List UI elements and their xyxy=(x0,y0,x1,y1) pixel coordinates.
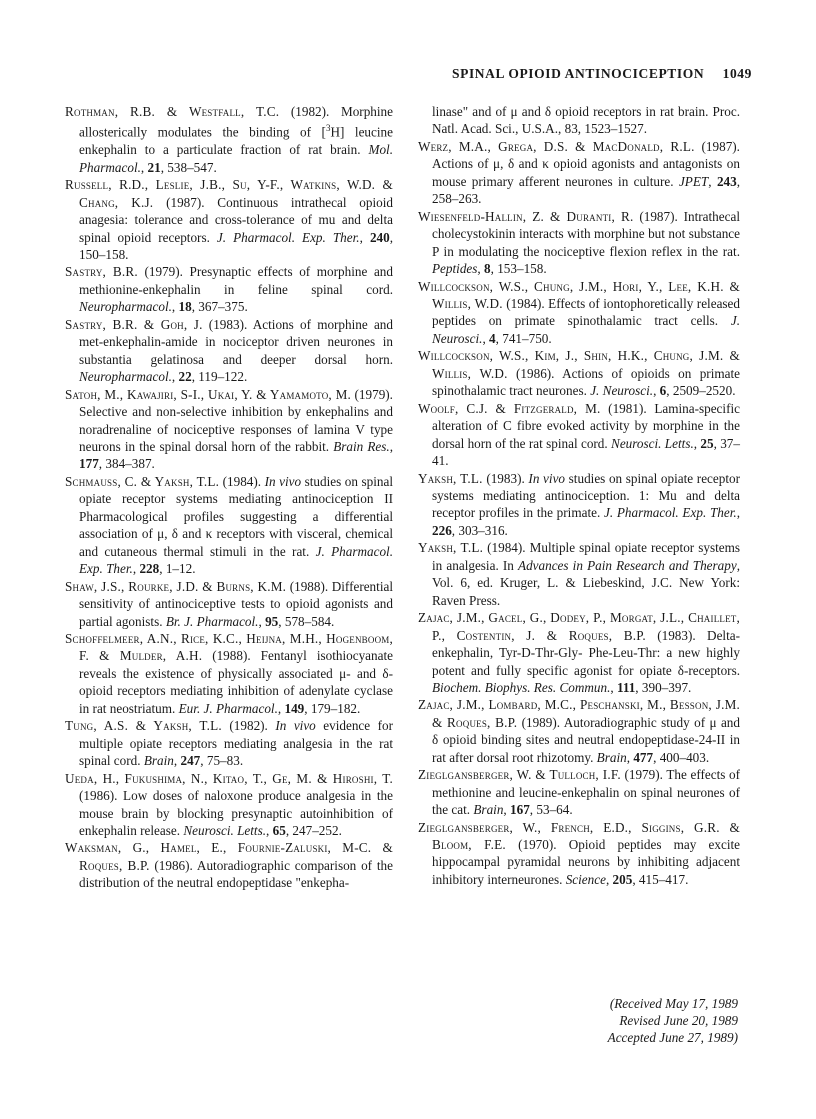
ref-text: (1983). Actions of morphine and met-enkephalin-amide in nociceptor driven neurones in substantia gelatinosa and deeper dorsal horn. xyxy=(79,316,393,367)
ref-text: (1982). Morphine allosterically modulates the binding of [ xyxy=(79,104,393,140)
ref-authors: Zajac, J.M., Gacel, G., Dodey, P., Morgat, J.L., Chaillet, P., Costentin, J. & Roques, B.P. xyxy=(418,610,740,643)
ref-journal: J. Neurosci. xyxy=(590,383,654,399)
reference-entry xyxy=(418,609,740,696)
ref-pages: , 578–584. xyxy=(278,613,335,629)
ref-volume: 149 xyxy=(284,700,305,716)
ref-text: linase" and of μ and δ opioid receptors in rat brain. xyxy=(432,104,713,119)
ref-text: studies on spinal opiate receptor systems mediating antinociception. 1: Mu and delta receptor profiles in the primate. xyxy=(432,470,740,521)
ref-journal: J. Pharmacol. Exp. Ther. xyxy=(216,229,360,245)
ref-separator: , xyxy=(258,613,266,629)
revised-date: Revised June 20, 1989 xyxy=(619,1013,738,1028)
ref-separator: , xyxy=(266,822,273,838)
running-head: SPINAL OPIOID ANTINOCICEPTION xyxy=(452,66,705,81)
ref-authors: Sastry, B.R. & Goh, J. xyxy=(65,316,203,332)
ref-authors: Zieglgansberger, W. & Tulloch, I.F. xyxy=(418,767,621,783)
ref-superscript: 3 xyxy=(325,123,331,134)
ref-authors: Yaksh, T.L. xyxy=(418,540,484,556)
article-dates xyxy=(560,995,738,1046)
reference-entry xyxy=(65,473,393,578)
ref-journal: J. Pharmacol. Exp. Ther. xyxy=(79,543,393,577)
reference-entry xyxy=(65,770,393,840)
ref-pages: , 1523–1527. xyxy=(577,121,648,137)
ref-pages: , 153–158. xyxy=(490,261,547,277)
ref-separator: , xyxy=(708,173,717,189)
reference-continuation xyxy=(418,103,740,138)
ref-authors: Werz, M.A., Grega, D.S. & MacDonald, R.L. xyxy=(418,138,695,154)
ref-pages: , 150–158. xyxy=(79,229,394,263)
ref-journal: JPET xyxy=(678,173,709,189)
ref-text: (1983). xyxy=(482,470,529,486)
ref-separator: , xyxy=(277,700,285,716)
reference-entry xyxy=(418,208,740,278)
reference-entry xyxy=(418,696,740,766)
ref-authors: Yaksh, T.L. xyxy=(418,470,483,486)
ref-journal: Mol. Pharmacol. xyxy=(79,142,393,175)
ref-pages: , 75–83. xyxy=(200,753,244,769)
ref-separator: , xyxy=(558,121,565,137)
ref-volume: 25 xyxy=(700,435,714,451)
ref-italic: In vivo xyxy=(264,473,302,489)
ref-pages: , 400–403. xyxy=(653,749,710,765)
ref-journal: Brain Res. xyxy=(333,439,390,454)
ref-authors: Ueda, H., Fukushima, N., Kitao, T., Ge, M. & Hiroshi, T. xyxy=(65,770,393,786)
ref-authors: Tung, A.S. & Yaksh, T.L. xyxy=(65,718,222,734)
ref-text: (1984). Effects of iontophoretically released peptides on primate spinothalamic tract cells. xyxy=(432,295,740,329)
ref-separator: , xyxy=(173,753,181,769)
ref-italic: In vivo xyxy=(275,718,316,734)
ref-pages: , 258–263. xyxy=(432,173,741,207)
ref-volume: 228 xyxy=(139,561,160,577)
ref-separator: , xyxy=(482,330,490,346)
reference-entry xyxy=(418,819,740,889)
reference-entry xyxy=(65,386,393,473)
ref-volume: 4 xyxy=(489,330,496,346)
ref-volume: 95 xyxy=(265,613,279,629)
ref-separator: , xyxy=(653,383,660,399)
ref-journal: Science xyxy=(565,871,606,887)
ref-journal: Peptides xyxy=(432,261,478,277)
ref-text: (1988). Differential sensitivity of antinociceptive tests to opioid agonists and partial agonists. xyxy=(79,578,394,629)
reference-entry xyxy=(65,578,393,630)
ref-text: (1979). Presynaptic effects of morphine and methionine-enkephalin in feline spinal cord. xyxy=(79,264,393,297)
ref-journal: Brain xyxy=(596,749,627,765)
ref-volume: 21 xyxy=(147,159,161,175)
reference-entry xyxy=(418,766,740,818)
ref-volume: 6 xyxy=(659,383,667,399)
ref-pages: , 2509–2520. xyxy=(666,383,736,399)
ref-text: (1988). Fentanyl isothiocyanate reveals the existence of physically associated μ- and δ-opioid receptors mediating inhibition of adenylate cyclase in rat neostriatum. xyxy=(79,648,393,716)
reference-entry xyxy=(418,278,740,348)
ref-authors: Schmauss, C. & Yaksh, T.L. xyxy=(65,473,220,489)
ref-volume: 243 xyxy=(716,173,737,189)
ref-text: (1979). Selective and non-selective inhibition by enkephalins and noradrenaline of nociceptive responses of lamina V type neurons in the spinal dorsal horn of the rabbit. xyxy=(79,386,393,454)
ref-separator: , xyxy=(140,159,148,175)
ref-journal: Biochem. Biophys. Res. Commun. xyxy=(432,679,611,695)
accepted-date: Accepted June 27, 1989) xyxy=(607,1030,738,1045)
ref-pages: , 303–316. xyxy=(451,522,508,538)
ref-text: (1986). Autoradiographic comparison of the distribution of the neutral endopeptidase "enkepha- xyxy=(79,857,393,891)
ref-text: H] leucine enkephalin to a particulate fraction of rat brain. xyxy=(79,124,393,158)
reference-entry xyxy=(65,263,393,315)
ref-separator: , xyxy=(389,439,393,454)
ref-volume: 477 xyxy=(633,749,654,765)
ref-volume: 240 xyxy=(369,229,390,245)
reference-entry xyxy=(418,400,740,470)
ref-text: (1984). xyxy=(219,473,265,489)
page-number: 1049 xyxy=(722,66,752,81)
ref-volume: 247 xyxy=(180,753,201,769)
ref-pages: , 37–41. xyxy=(432,435,740,469)
ref-pages: , 119–122. xyxy=(191,369,248,385)
ref-text: (1970). Opioid peptides may excite hippocampal pyramidal neurons by inhibiting adjacent inhibitory interneurones. xyxy=(432,837,740,887)
ref-separator: , xyxy=(626,749,634,765)
ref-journal: Neuropharmacol. xyxy=(79,369,172,385)
reference-entry xyxy=(418,347,740,399)
ref-text: (1979). The effects of methionine and leucine-enkephalin on spinal neurones of the cat. xyxy=(432,767,741,818)
ref-volume: 18 xyxy=(178,299,192,315)
received-date: (Received May 17, 1989 xyxy=(609,996,738,1011)
ref-text: (1986). Low doses of naloxone produce analgesia in the mouse brain by blocking presynaptic autoinhibition of enkephalin release. xyxy=(79,788,393,838)
ref-volume: 111 xyxy=(616,679,636,695)
ref-separator: , xyxy=(132,561,140,577)
ref-italic: In vivo xyxy=(528,470,566,486)
ref-text: (1989). Autoradiographic study of μ and δ opioid binding sites and neutral endopeptidase-24-II in rat after dorsal root rhizotomy. xyxy=(432,714,740,765)
ref-text: (1987). Intrathecal cholecystokinin interacts with morphine but not substance P in modulating the nociceptive flexion reflex in the rat. xyxy=(432,208,740,259)
ref-volume: 83 xyxy=(564,121,578,137)
ref-text: (1986). Actions of opioids on primate spinothalamic tract neurones. xyxy=(432,365,740,399)
reference-entry xyxy=(418,539,740,609)
ref-authors: Willcockson, W.S., Chung, J.M., Hori, Y., Lee, K.H. & Willis, W.D. xyxy=(418,278,740,311)
ref-authors: Zajac, J.M., Lombard, M.C., Peschanski, M., Besson, J.M. & Roques, B.P. xyxy=(418,697,740,730)
ref-italic: Advances in Pain Research and Therapy xyxy=(518,557,737,573)
ref-text: (1982). xyxy=(221,718,276,734)
ref-volume: 226 xyxy=(432,522,452,538)
ref-pages: , 1–12. xyxy=(159,561,196,577)
ref-pages: , 538–547. xyxy=(160,159,217,175)
ref-journal: Eur. J. Pharmacol. xyxy=(178,700,278,716)
ref-text: (1984). Multiple spinal opiate receptor systems in analgesia. In xyxy=(432,540,740,573)
reference-entry xyxy=(65,717,393,769)
ref-separator: , xyxy=(693,435,701,451)
ref-text: evidence for multiple opiate receptors mediating analgesia in the rat spinal cord. xyxy=(79,718,393,769)
ref-pages: , 53–64. xyxy=(529,802,573,818)
ref-journal: J. Neurosci. xyxy=(432,313,740,346)
ref-pages: , 415–417. xyxy=(632,871,689,887)
ref-pages: , 247–252. xyxy=(285,822,342,838)
ref-authors: Shaw, J.S., Rourke, J.D. & Burns, K.M. xyxy=(65,578,287,594)
ref-journal: Neuropharmacol. xyxy=(79,299,172,315)
ref-journal: Neurosci. Letts. xyxy=(611,435,694,451)
ref-separator: , xyxy=(359,229,370,245)
ref-pages: , 179–182. xyxy=(304,700,361,716)
ref-separator: , xyxy=(477,261,485,277)
ref-separator: , xyxy=(605,871,613,887)
ref-text: (1981). Lamina-specific alteration of C fibre evoked activity by morphine in the dorsal horn of the rat spinal cord. xyxy=(432,400,740,451)
ref-volume: 8 xyxy=(484,261,491,277)
ref-volume: 167 xyxy=(510,802,530,818)
ref-text: (1987). Continuous intrathecal opioid anagesia: tolerance and cross-tolerance of mu and delta spinal opioid receptors. xyxy=(79,194,393,245)
ref-text: studies on spinal opiate receptor systems mediating antinociception II Pharmacological profiles suggesting a differential association of μ, δ and κ receptors with visceral, chemical and cutaneous thermal stimuli in the rat. xyxy=(79,473,393,559)
ref-pages: , 384–387. xyxy=(98,456,155,472)
ref-authors: Waksman, G., Hamel, E., Fournie-Zaluski, M-C. & Roques, B.P. xyxy=(65,840,393,873)
ref-authors: Wiesenfeld-Hallin, Z. & Duranti, R. xyxy=(418,208,634,224)
ref-text: (1983). Delta-enkephalin, Tyr-D-Thr-Gly- Phe-Leu-Thr: a new highly potent and fully specific agonist for opiate δ-receptors. xyxy=(432,627,741,678)
ref-separator: , xyxy=(171,299,179,315)
ref-journal: Br. J. Pharmacol. xyxy=(165,613,259,629)
ref-volume: 177 xyxy=(79,456,99,472)
reference-entry xyxy=(65,316,393,386)
ref-authors: Russell, R.D., Leslie, J.B., Su, Y-F., Watkins, W.D. & Chang, K.J. xyxy=(65,177,393,210)
reference-entry xyxy=(65,103,393,176)
reference-entry xyxy=(65,630,393,717)
ref-journal: Proc. Natl. Acad. Sci., U.S.A. xyxy=(432,104,740,137)
reference-entry xyxy=(65,839,393,891)
ref-authors: Woolf, C.J. & Fitzgerald, M. xyxy=(418,400,601,416)
ref-volume: 22 xyxy=(178,369,192,385)
ref-pages: , 741–750. xyxy=(495,330,552,346)
ref-authors: Schoffelmeer, A.N., Rice, K.C., Heijna, M.H., Hogenboom, F. & Mulder, A.H. xyxy=(65,630,393,664)
ref-pages: , 390–397. xyxy=(635,679,692,695)
ref-volume: 65 xyxy=(272,822,286,838)
ref-authors: Sastry, B.R. xyxy=(65,264,138,280)
ref-separator: , xyxy=(610,679,617,695)
ref-pages: , 367–375. xyxy=(191,299,248,315)
ref-journal: Brain xyxy=(473,802,504,818)
ref-journal: Brain xyxy=(143,753,174,769)
reference-entry xyxy=(418,470,740,540)
ref-text: , Vol. 6, ed. Kruger, L. & Liebeskind, J.C. New York: Raven Press. xyxy=(432,557,740,608)
ref-authors: Willcockson, W.S., Kim, J., Shin, H.K., Chung, J.M. & Willis, W.D. xyxy=(418,348,740,381)
references-right-column xyxy=(418,103,740,888)
ref-separator: , xyxy=(736,505,740,521)
ref-text: (1987). Actions of μ, δ and κ opioid agonists and antagonists on mouse primary afferent neurones in culture. xyxy=(432,138,740,189)
ref-journal: Neurosci. Letts. xyxy=(183,822,267,838)
ref-separator: , xyxy=(171,369,179,385)
ref-authors: Rothman, R.B. & Westfall, T.C. xyxy=(65,104,280,119)
ref-journal: J. Pharmacol. Exp. Ther. xyxy=(603,505,737,521)
ref-volume: 205 xyxy=(612,871,633,887)
reference-entry xyxy=(418,138,740,208)
ref-authors: Satoh, M., Kawajiri, S-I., Ukai, Y. & Yamamoto, M. xyxy=(65,386,352,402)
ref-separator: , xyxy=(503,802,511,818)
references-left-column xyxy=(65,103,393,892)
reference-entry xyxy=(65,176,393,263)
ref-authors: Zieglgansberger, W., French, E.D., Siggins, G.R. & Bloom, F.E. xyxy=(418,819,740,853)
